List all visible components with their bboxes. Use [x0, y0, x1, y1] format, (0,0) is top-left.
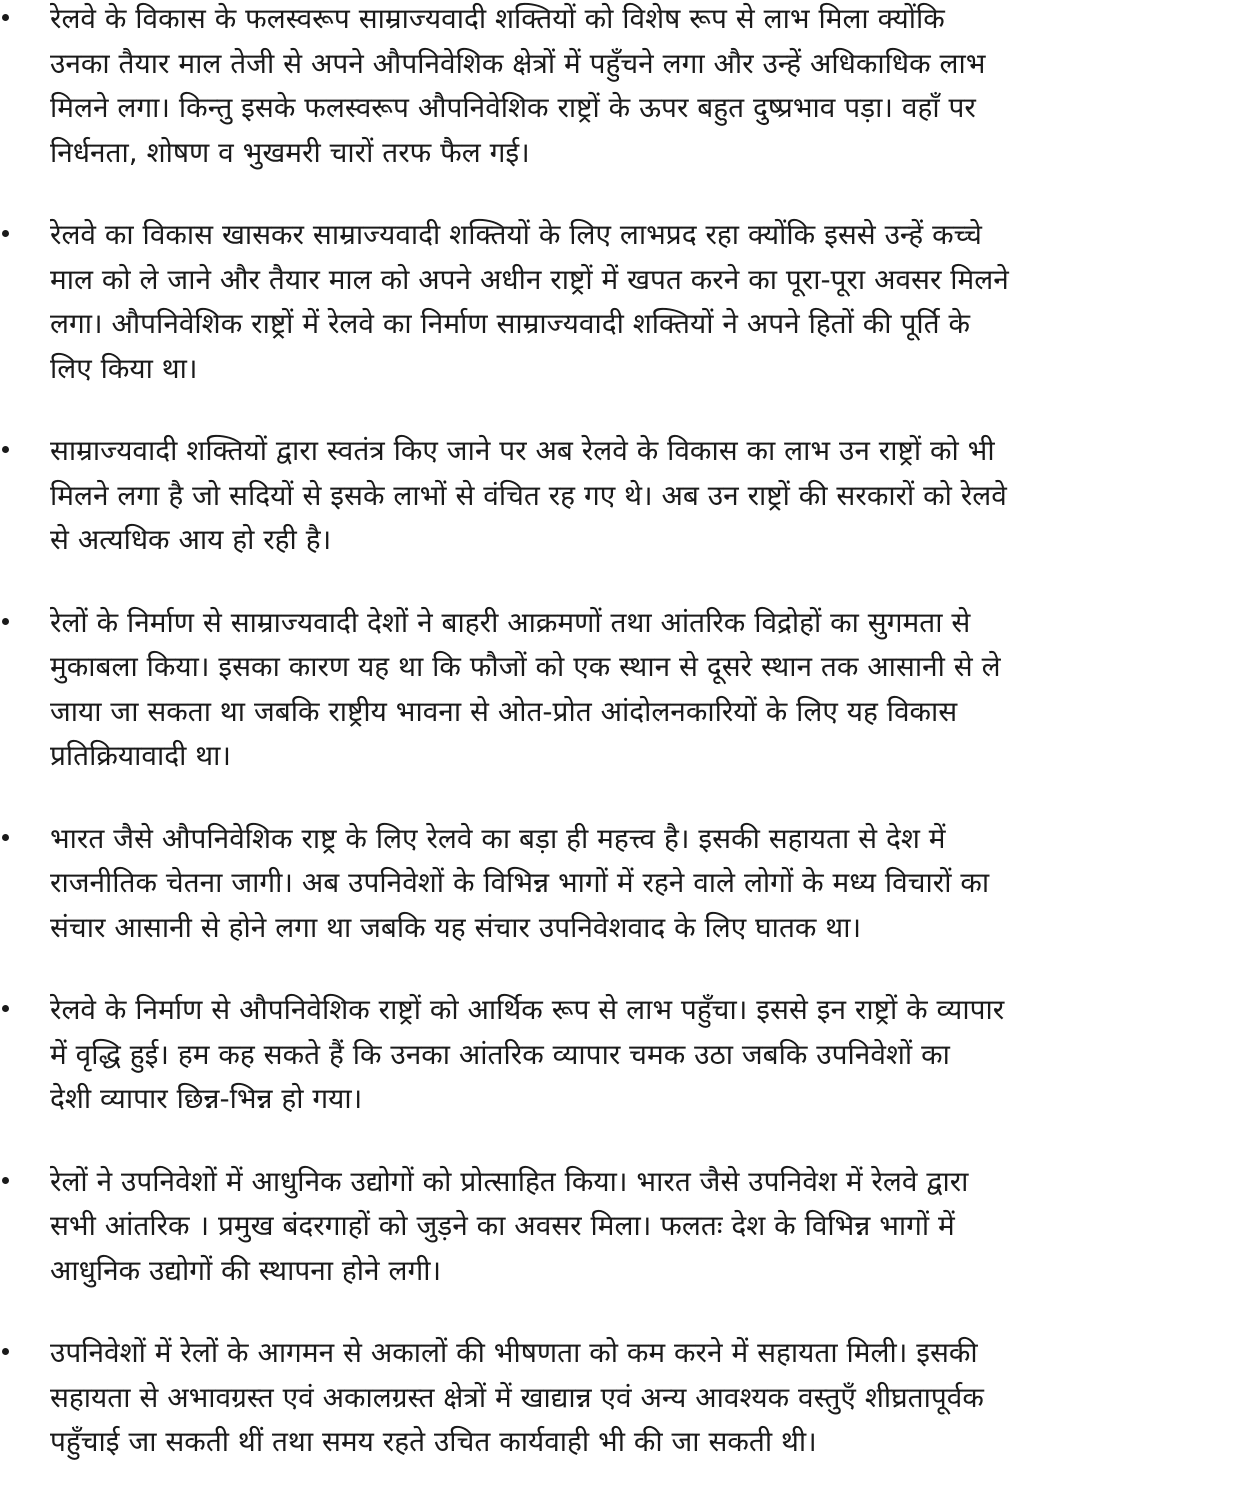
text-line: पहुँचाई जा सकती थीं तथा समय रहते उचित कार्यवाही भी की जा सकती थी।: [50, 1425, 817, 1458]
text-line: साम्राज्यवादी शक्तियों द्वारा स्वतंत्र किए जाने पर अब रेलवे के विकास का लाभ उन राष्ट्रों को भी: [50, 434, 995, 467]
list-item: [0, 601, 1243, 779]
bullet-icon: [2, 230, 9, 237]
bullet-icon: [2, 618, 9, 625]
text-line: माल को ले जाने और तैयार माल को अपने अधीन राष्ट्रों में खपत करने का पूरा-पूरा अवसर मिलने: [50, 262, 1009, 296]
list-item: [0, 817, 1243, 951]
text-line: आधुनिक उद्योगों की स्थापना होने लगी।: [50, 1253, 442, 1287]
text-line: मिलने लगा। किन्तु इसके फलस्वरूप औपनिवेशिक राष्ट्रों के ऊपर बहुत दुष्प्रभाव पड़ा। वहाँ पर: [50, 91, 976, 124]
bullet-icon: [2, 1177, 9, 1184]
text-line: रेलों ने उपनिवेशों में आधुनिक उद्योगों को प्रोत्साहित किया। भारत जैसे उपनिवेश में रेलवे द्वारा: [50, 1164, 969, 1198]
bullet-icon: [2, 1348, 9, 1355]
text-line: उपनिवेशों में रेलों के आगमन से अकालों की भीषणता को कम करने में सहायता मिली। इसकी: [50, 1336, 978, 1369]
list-item: [0, 0, 1243, 175]
text-line: रेलवे के निर्माण से औपनिवेशिक राष्ट्रों को आर्थिक रूप से लाभ पहुँचा। इससे इन राष्ट्रों के व्यापार: [50, 993, 1005, 1026]
text-line: से अत्यधिक आय हो रही है।: [50, 523, 332, 556]
text-line: मुकाबला किया। इसका कारण यह था कि फौजों को एक स्थान से दूसरे स्थान तक आसानी से ले: [50, 650, 1001, 683]
text-line: प्रतिक्रियावादी था।: [50, 739, 231, 772]
bullet-icon: [2, 14, 9, 21]
text-line: भारत जैसे औपनिवेशिक राष्ट्र के लिए रेलवे का बड़ा ही महत्त्व है। इसकी सहायता से देश में: [50, 821, 946, 855]
list-item: [0, 1160, 1243, 1294]
list-item: [0, 213, 1243, 391]
list-item: [0, 1331, 1243, 1465]
list-item: [0, 988, 1243, 1122]
text-line: निर्धनता, शोषण व भुखमरी चारों तरफ फैल गई।: [50, 135, 530, 169]
text-line: संचार आसानी से होने लगा था जबकि यह संचार उपनिवेशवाद के लिए घातक था।: [50, 910, 862, 944]
text-line: में वृद्धि हुई। हम कह सकते हैं कि उनका आंतरिक व्यापार चमक उठा जबकि उपनिवेशों का: [50, 1037, 950, 1071]
bullet-icon: [2, 1005, 9, 1012]
text-line: मिलने लगा है जो सदियों से इसके लाभों से वंचित रह गए थे। अब उन राष्ट्रों की सरकारों को रेलवे: [50, 478, 1007, 512]
text-line: सभी आंतरिक । प्रमुख बंदरगाहों को जुड़ने का अवसर मिला। फलतः देश के विभिन्न भागों में: [50, 1209, 955, 1242]
bullet-icon: [2, 446, 9, 453]
list-item: [0, 429, 1243, 563]
text-line: देशी व्यापार छिन्न-भिन्न हो गया।: [50, 1082, 363, 1115]
text-line: राजनीतिक चेतना जागी। अब उपनिवेशों के विभिन्न भागों में रहने वाले लोगों के मध्य विचारों का: [50, 866, 990, 899]
text-line: रेलवे के विकास के फलस्वरूप साम्राज्यवादी शक्तियों को विशेष रूप से लाभ मिला क्योंकि: [50, 2, 945, 35]
text-line: रेलवे का विकास खासकर साम्राज्यवादी शक्तियों के लिए लाभप्रद रहा क्योंकि इससे उन्हें कच्चे: [50, 218, 982, 251]
text-line: सहायता से अभावग्रस्त एवं अकालग्रस्त क्षेत्रों में खाद्यान्न एवं अन्य आवश्यक वस्तुएँ शीघ्रतापूर्वक: [50, 1380, 984, 1414]
text-line: रेलों के निर्माण से साम्राज्यवादी देशों ने बाहरी आक्रमणों तथा आंतरिक विद्रोहों का सुगमता से: [50, 605, 971, 639]
text-line: लगा। औपनिवेशिक राष्ट्रों में रेलवे का निर्माण साम्राज्यवादी शक्तियों ने अपने हितों की पूर्ति के: [50, 307, 970, 340]
text-line: जाया जा सकता था जबकि राष्ट्रीय भावना से ओत-प्रोत आंदोलनकारियों के लिए यह विकास: [50, 694, 958, 728]
bullet-icon: [2, 834, 9, 841]
text-line: लिए किया था।: [50, 351, 198, 385]
text-line: उनका तैयार माल तेजी से अपने औपनिवेशिक क्षेत्रों में पहुँचने लगा और उन्हें अधिकाधिक लाभ: [50, 46, 986, 80]
